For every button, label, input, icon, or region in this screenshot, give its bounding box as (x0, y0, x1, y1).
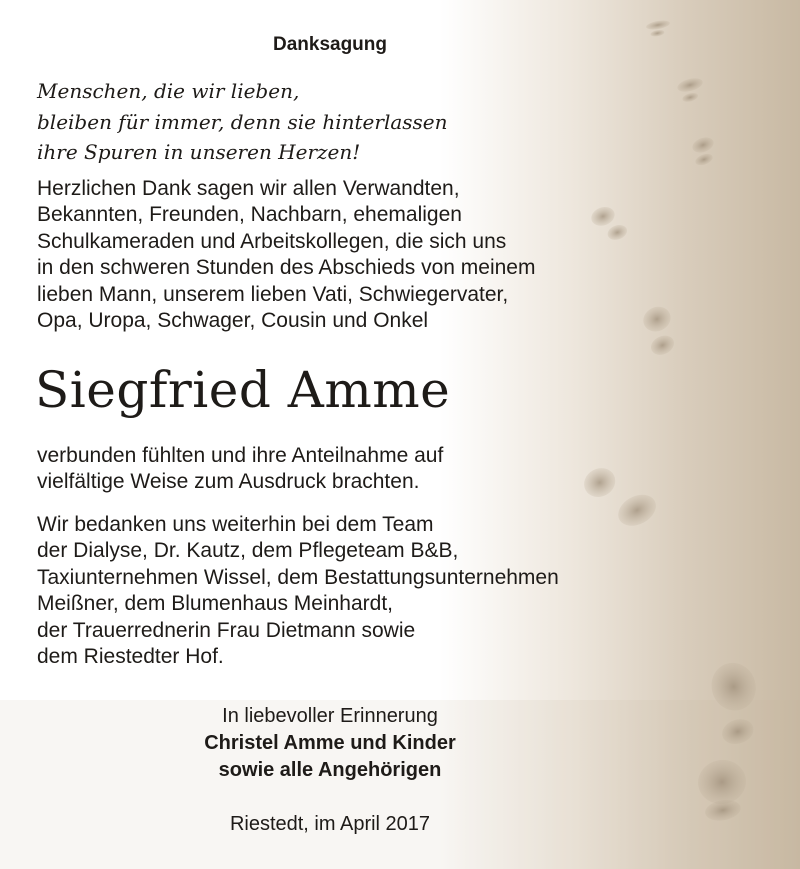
notice-heading: Danksagung (272, 34, 388, 55)
text-line: Meißner, dem Blumenhaus Meinhardt, (37, 592, 394, 616)
place-date: Riestedt, im April 2017 (229, 813, 431, 835)
thanks-paragraph (37, 176, 535, 334)
memory-line: In liebevoller Erinnerung (222, 705, 438, 727)
text-line: Bekannten, Freunden, Nachbarn, ehemaligen (37, 203, 462, 227)
text-line: der Dialyse, Dr. Kautz, dem Pflegeteam B&B, (37, 539, 459, 563)
deceased-name: Siegfried Amme (35, 361, 451, 419)
text-line: Wir bedanken uns weiterhin bei dem Team (37, 513, 434, 536)
text-line: vielfältige Weise zum Ausdruck brachten. (37, 470, 420, 494)
text-line: Opa, Uropa, Schwager, Cousin und Onkel (37, 309, 429, 333)
relatives-line: sowie alle Angehörigen (218, 759, 442, 781)
connected-paragraph (37, 443, 443, 496)
text-line: verbunden fühlten und ihre Anteilnahme auf (37, 444, 444, 467)
closing-signature (130, 703, 530, 784)
text-line: in den schweren Stunden des Abschieds von meinem (37, 256, 536, 280)
text-line: der Trauerrednerin Frau Dietmann sowie (37, 618, 416, 642)
motto-line: bleiben für immer, denn sie hinterlassen (37, 109, 448, 134)
motto-line: ihre Spuren in unseren Herzen! (37, 140, 361, 164)
motto (37, 76, 448, 168)
text-line: Herzlichen Dank sagen wir allen Verwandten, (37, 177, 460, 200)
text-line: dem Riestedter Hof. (37, 645, 224, 669)
further-thanks-paragraph (37, 512, 559, 670)
motto-line: Menschen, die wir lieben, (37, 79, 300, 103)
text-line: Taxiunternehmen Wissel, dem Bestattungsunternehmen (37, 565, 559, 589)
family-line: Christel Amme und Kinder (204, 732, 456, 754)
text-line: Schulkameraden und Arbeitskollegen, die sich uns (37, 229, 507, 253)
text-line: lieben Mann, unserem lieben Vati, Schwiegervater, (37, 282, 509, 306)
